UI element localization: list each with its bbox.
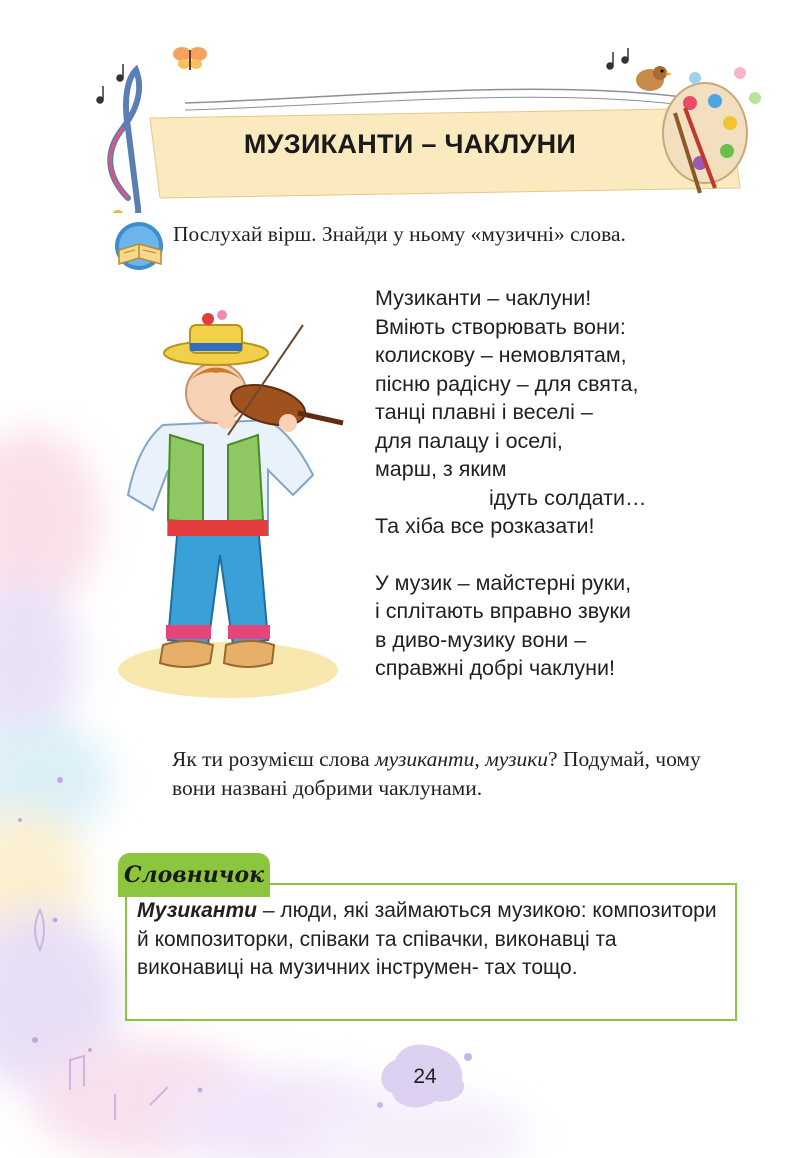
- glossary-entry: [137, 897, 729, 983]
- glossary-definition: – люди, які займаються музикою: композитори й композиторки, співаки та співачки, виконавці та виконавиці на музичних інструмен- тах тощо.: [137, 899, 717, 979]
- poem-line: Та хіба все розказати!: [375, 514, 595, 538]
- poem-line: для палацу і оселі,: [375, 428, 563, 453]
- title-banner: [150, 102, 670, 178]
- page-number-area: [370, 1035, 480, 1115]
- question-sep: ,: [474, 747, 486, 771]
- glossary-tab-label: Словничок: [123, 862, 265, 888]
- poem-line: і сплітають вправно звуки: [375, 599, 631, 623]
- task-text: Послухай вірш. Знайди у ньому «музичні» слова.: [173, 222, 626, 246]
- poem-line: колискову – немовлятам,: [375, 343, 627, 367]
- poem-line: Вміють створювать вони:: [375, 314, 626, 339]
- poem-line: справжні добрі чаклуни!: [375, 656, 615, 680]
- page-number: 24: [413, 1065, 437, 1088]
- bird-icon: [636, 66, 672, 91]
- glossary-term: Музиканти: [137, 899, 257, 922]
- poem-line: У музик – майстерні руки,: [375, 570, 632, 595]
- question-part1: Як ти розумієш слова: [172, 747, 375, 771]
- poem-line: Музиканти – чаклуни!: [375, 286, 592, 310]
- glossary-box: [125, 883, 737, 1021]
- poem-line: марш, з яким: [375, 457, 507, 481]
- question-part2: ? Подумай, чому вони названі добрими чаклунами.: [172, 747, 701, 800]
- poem-line: в диво-музику вони –: [375, 627, 587, 652]
- butterfly-icon: [173, 47, 207, 70]
- question-word2: музики: [485, 747, 549, 771]
- page-title: МУЗИКАНТИ – ЧАКЛУНИ: [243, 128, 577, 159]
- poem: [375, 284, 755, 683]
- glossary-tab: [118, 853, 270, 897]
- poem-line: пісню радісну – для свята,: [375, 371, 639, 396]
- stanza-gap: [375, 541, 755, 569]
- poem-line: танці плавні і веселі –: [375, 400, 593, 424]
- poem-line: ідуть солдати…: [489, 485, 647, 510]
- question-word1: музиканти: [375, 747, 475, 771]
- open-book-icon: [113, 220, 169, 272]
- question-text: [172, 745, 742, 802]
- treble-clef-icon: [110, 70, 139, 213]
- boy-playing-violin-illustration: [108, 295, 358, 700]
